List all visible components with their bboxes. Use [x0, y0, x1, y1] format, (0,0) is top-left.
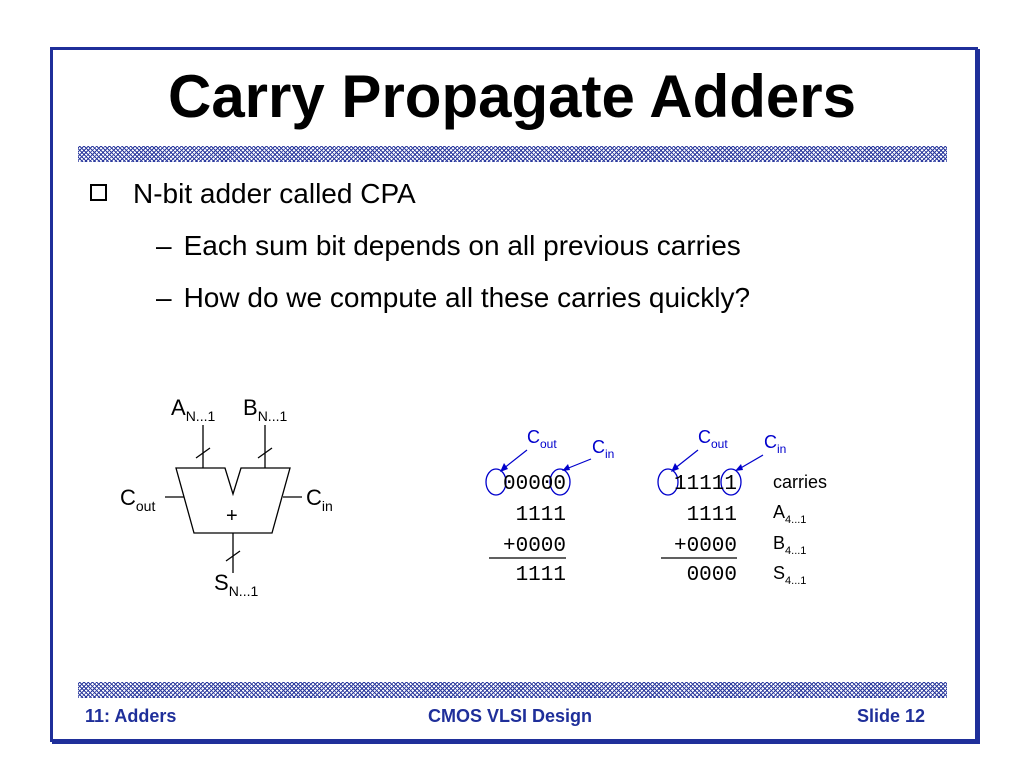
carries-row-label: carries — [773, 472, 828, 492]
adder-plus: + — [226, 505, 238, 527]
cout-label: $C_{out}$ — [120, 485, 156, 514]
footer-left: 11: Adders — [85, 706, 177, 726]
operand-b-row: +0000 — [673, 535, 737, 558]
sum-row: 0000 — [686, 564, 737, 587]
input-a-label: $A_{N...1}$ — [171, 395, 216, 424]
dash-bullet-icon: – — [156, 282, 172, 313]
arrow-icon — [503, 450, 527, 469]
footer-center: CMOS VLSI Design — [428, 706, 593, 726]
arrow-icon — [566, 459, 591, 469]
arrow-icon — [674, 450, 698, 469]
cin-annotation: $C_{in}$ — [592, 437, 615, 461]
sub-bullet-text: Each sum bit depends on all previous carries — [183, 230, 741, 261]
slide-title: Carry Propagate Adders — [167, 63, 856, 130]
sum-row: 1111 — [515, 564, 566, 587]
carries-row: 00000 — [502, 473, 566, 496]
cout-annotation: $C_{out}$ — [527, 427, 557, 451]
sub-bullet-text: How do we compute all these carries quickly? — [183, 282, 751, 313]
cout-annotation: $C_{out}$ — [698, 427, 728, 451]
operand-a-row: 1111 — [686, 504, 737, 527]
b-row-label: $B_{4...1}$ — [773, 533, 807, 557]
footer-right: Slide 12 — [857, 706, 926, 726]
row-labels — [773, 472, 827, 587]
a-row-label: $A_{4...1}$ — [773, 502, 807, 526]
cin-annotation: $C_{in}$ — [764, 432, 787, 456]
dash-bullet-icon: – — [156, 230, 172, 261]
example-carry-zero — [486, 427, 614, 587]
input-b-label: $B_{N...1}$ — [243, 395, 288, 424]
example-carry-one — [658, 427, 786, 587]
cin-label: $C_{in}$ — [306, 485, 333, 514]
operand-b-row: +0000 — [502, 535, 566, 558]
sum-label: $S_{N...1}$ — [214, 570, 259, 599]
bullet-text: N-bit adder called CPA — [133, 178, 416, 209]
bottom-divider — [78, 682, 947, 698]
arrowhead-icon — [735, 464, 743, 471]
s-row-label: $S_{4...1}$ — [773, 563, 807, 587]
operand-a-row: 1111 — [515, 504, 566, 527]
carries-row: 11111 — [673, 473, 737, 496]
arrow-icon — [739, 455, 763, 469]
